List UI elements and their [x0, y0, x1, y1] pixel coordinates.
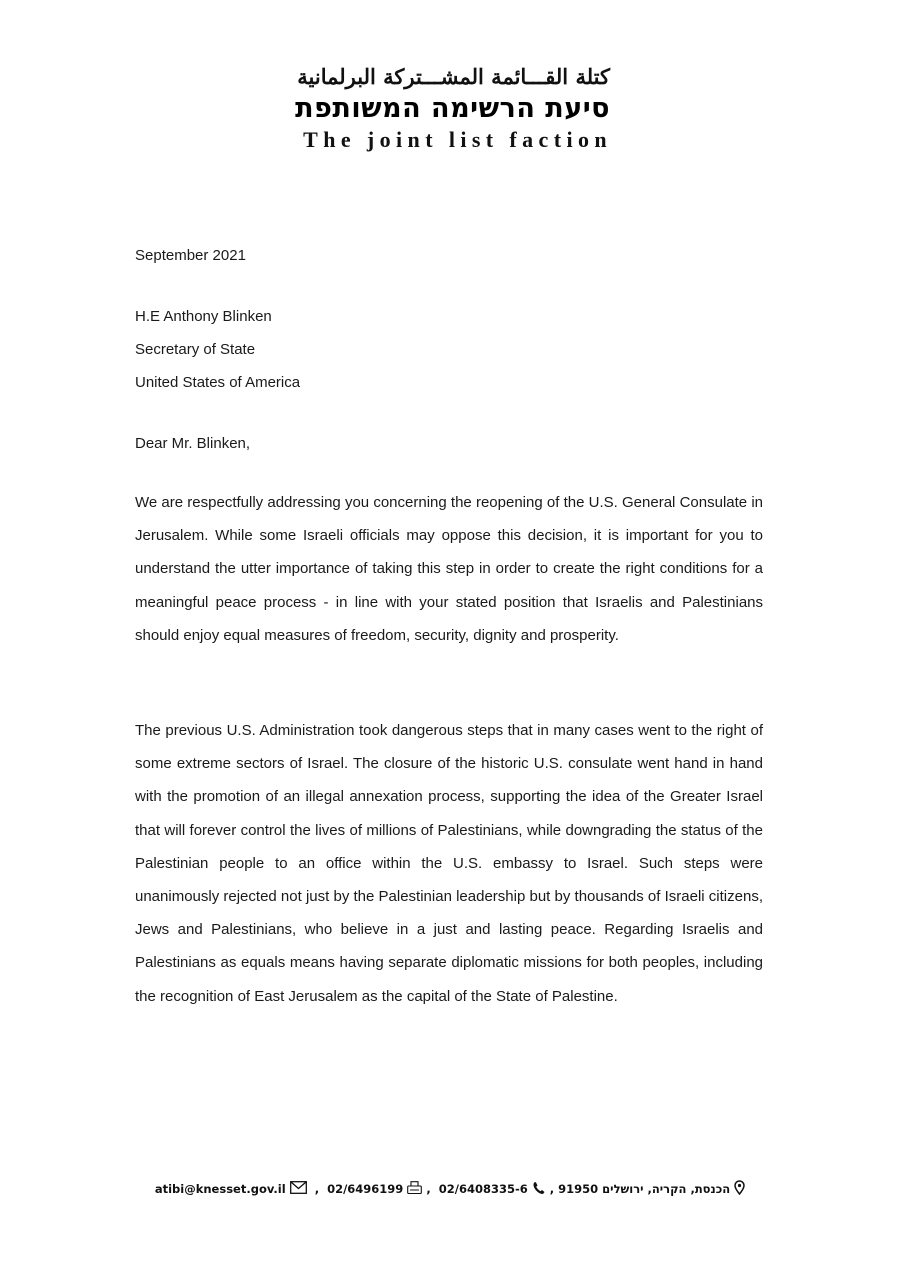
- phone-icon: [532, 1181, 546, 1198]
- footer-address: הכנסת, הקריה, ירושלים 91950: [558, 1182, 731, 1196]
- footer-contact: atibi@knesset.gov.il , 02/6496199 , 02/6408335-6 , הכנסת, הקריה, ירושלים 91950: [0, 1180, 900, 1198]
- letter-date: September 2021: [135, 247, 246, 264]
- letterhead-english: The joint list faction: [303, 127, 612, 152]
- letterhead: [270, 62, 620, 154]
- salutation: Dear Mr. Blinken,: [135, 435, 251, 452]
- letterhead-arabic: كتلة القـــائمة المشـــتركة البرلمانية: [297, 64, 610, 89]
- paragraph-2: The previous U.S. Administration took dangerous steps that in many cases went to the right of some extreme sectors of Israel. The closure of the historic U.S. consulate went hand in hand with the promotion of an illegal annexation process, supporting the idea of the Greater Israel that will forever control the lives of millions of Palestinians, while downgrading the status of the Palestinian people to an office within the U.S. embassy to Israel. Such steps were unanimously rejected not just by the Palestinian leadership but by thousands of Israeli citizens, Jews and Palestinians, who believe in a just and lasting peace. Regarding Israelis and Palestinians as equals means having separate diplomatic missions for both peoples, including the recognition of East Jerusalem as the capital of the State of Palestine.: [135, 722, 763, 1005]
- fax-icon: [407, 1181, 422, 1198]
- paragraph-1: We are respectfully addressing you concerning the reopening of the U.S. General Consulate in Jerusalem. While some Israeli officials may oppose this decision, it is important for you to understand the utter importance of taking this step in order to create the right conditions for a meaningful peace process - in line with your stated position that Israelis and Palestinians should enjoy equal measures of freedom, security, dignity and prosperity.: [135, 494, 763, 644]
- envelope-icon: [290, 1181, 307, 1197]
- map-pin-icon: [734, 1180, 745, 1198]
- footer-email[interactable]: atibi@knesset.gov.il: [154, 1182, 286, 1196]
- recipient-name: H.E Anthony Blinken: [135, 308, 272, 325]
- recipient-country: United States of America: [135, 374, 301, 391]
- recipient-title: Secretary of State: [135, 341, 256, 358]
- footer-separator: ,: [310, 1182, 324, 1196]
- footer-fax: 02/6496199: [327, 1182, 404, 1196]
- footer-phone: 02/6408335-6: [438, 1182, 528, 1196]
- letterhead-hebrew: סיעת הרשימה המשותפת: [295, 93, 610, 124]
